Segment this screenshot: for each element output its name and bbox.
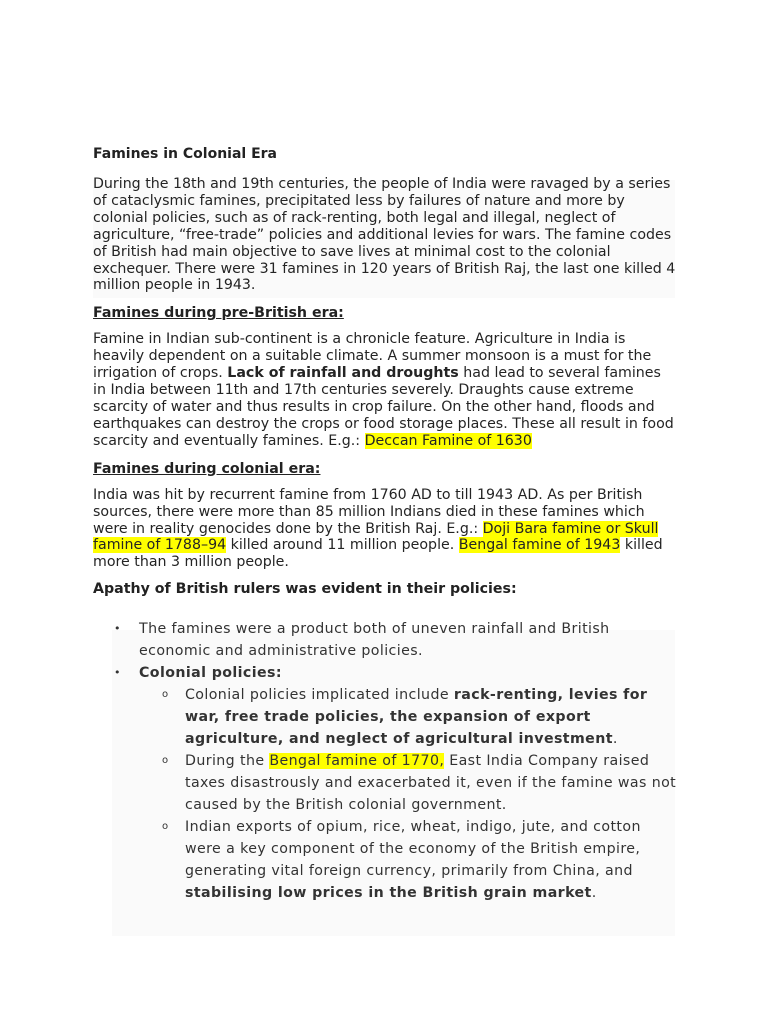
apathy-list (0, 618, 680, 904)
intro-paragraph: During the 18th and 19th centuries, the people of India were ravaged by a series of cataclysmic famines, precipitated less by failures of nature and more by colonial policies, such as of rack-renting, both legal and illegal, neglect of agriculture, “free-trade” policies and additional levies for wars. The famine codes of British had main objective to save lives at minimal cost to the colonial exchequer. There were 31 famines in 120 years of British Raj, the last one killed 4 million people in 1943. (93, 176, 676, 294)
list-item (0, 618, 680, 662)
list-item (0, 684, 680, 750)
colonial-text-1: India was hit by recurrent famine from 1760 AD to till 1943 AD. As per British sources, there were more than 85 million Indians died in these famines which were in reality genocides done by the British Raj. E.g.: (93, 486, 645, 537)
bullet-1-text: The famines were a product both of uneven rainfall and British economic and administrative policies. (139, 621, 610, 660)
pre-british-bold: Lack of rainfall and droughts (227, 365, 459, 382)
sub-2-text-2: East India Company raised taxes disastrously and exacerbated it, even if the famine was not caused by the British colonial government. (185, 753, 677, 814)
pre-british-text-1: Famine in Indian sub-continent is a chronicle feature. Agriculture in India is heavily dependent on a suitable climate. A summer monsoon is a must for the irrigation of crops. (93, 331, 652, 382)
doji-bara-highlight: Doji Bara famine or Skull famine of 1788–94 (93, 520, 659, 554)
sub-3-bold: stabilising low prices in the British grain market (185, 885, 592, 902)
bengal-1943-highlight: Bengal famine of 1943 (458, 537, 621, 554)
list-item (0, 816, 680, 904)
sub-1-bold: rack-renting, levies for war, free trade policies, the expansion of export agriculture, and neglect of agricultural investment (185, 687, 648, 748)
colonial-heading: Famines during colonial era: (93, 460, 321, 477)
list-item (0, 750, 680, 816)
colonial-text-3: killed more than 3 million people. (93, 537, 663, 571)
apathy-heading: Apathy of British rulers was evident in their policies: (93, 581, 517, 598)
pre-british-text-2: had lead to several famines in India between 11th and 17th centuries severely. Draughts cause extreme scarcity of water and thus results in crop failure. On the other hand, floods and earthquakes can destroy the crops or food storage places. These all result in food scarcity and eventually famines. E.g.: (93, 365, 674, 449)
sub-3-text: Indian exports of opium, rice, wheat, indigo, jute, and cotton were a key component of the economy of the British empire, generating vital foreign currency, primarily from China, and (185, 819, 641, 880)
pre-british-paragraph (93, 331, 678, 449)
sub-1-text: Colonial policies implicated include (185, 687, 454, 704)
deccan-famine-highlight: Deccan Famine of 1630 (364, 432, 532, 449)
pre-british-heading: Famines during pre-British era: (93, 305, 344, 322)
colonial-paragraph (93, 487, 678, 572)
bengal-1770-highlight: Bengal famine of 1770, (269, 753, 445, 770)
document-title: Famines in Colonial Era (93, 146, 277, 162)
colonial-text-2: killed around 11 million people. (226, 537, 459, 554)
sub-2-text-1: During the (185, 753, 270, 770)
sub-1-end: . (612, 731, 618, 748)
bullet-2-text: Colonial policies: (139, 665, 282, 682)
sub-3-end: . (591, 885, 597, 902)
list-item (0, 662, 680, 684)
document-page (93, 145, 678, 904)
